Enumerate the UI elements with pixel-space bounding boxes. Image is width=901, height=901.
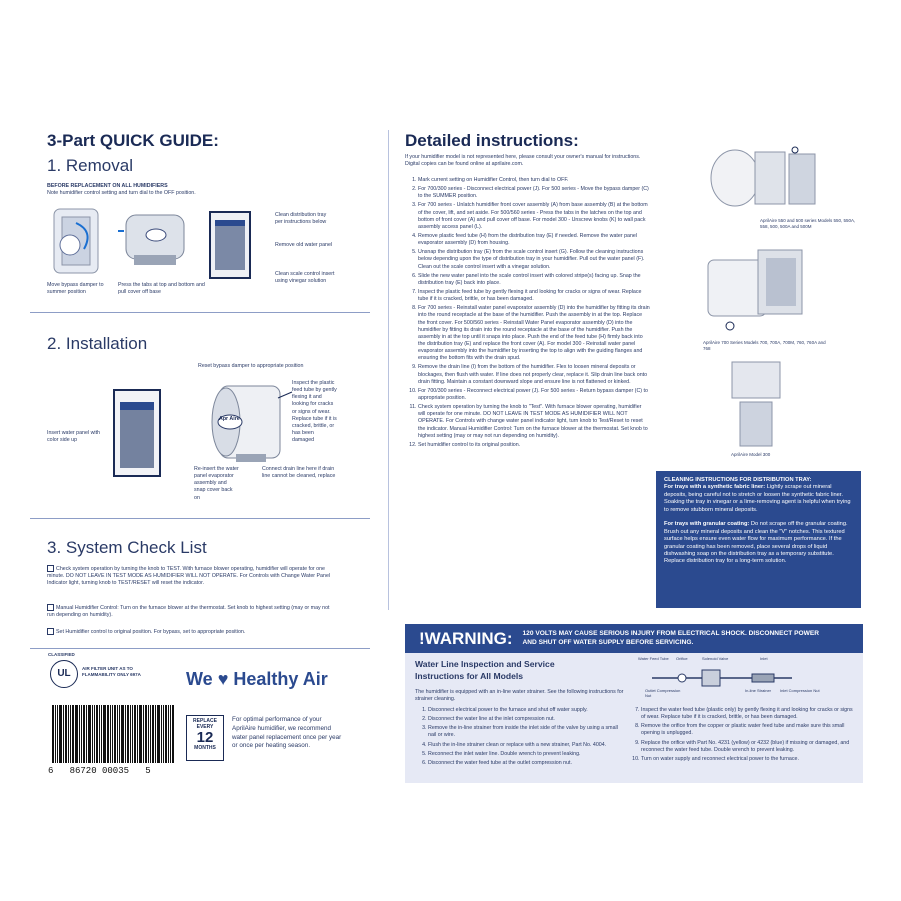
detailed-step: 8. For 700 series - Reinstall water panel evaporator assembly (D) into the humidifier by fitting its drain into the round receptacle at the base of the humidifier. Push the assembly in at the top. Replace the front cover. For 500/560 series - Reinstall Water Panel evaporator assembly (D) into the humidifier by fitting its drain into the round receptacle at the base of the humidifier. Push the assembly in at the top until it snaps into place. Push the end of the feed tube (H) firmly back into the distribution tray (E) and replace the front cover (A). For model 300 - Reinstall water panel evaporator assembly into the humidifier by inserting the top to align with the guiding flanges and ensuring the bottom fits with the drain spud. (418, 305, 650, 362)
brand-we: We (186, 669, 213, 689)
installation-divider (30, 518, 370, 519)
barcode-bar (163, 705, 164, 763)
barcode-bar (130, 705, 131, 763)
caption-drain-line: Connect drain line here if drain line cannot be cleaned, replace (262, 466, 336, 480)
caption-reinsert-panel: Re-insert the water panel evaporator assembly and snap cover back on (194, 466, 239, 501)
barcode-bar (161, 705, 162, 763)
caption-clean-tray: Clean distribution tray per instructions below (275, 212, 327, 226)
diagram-orifice: Orifice (676, 656, 688, 661)
barcode-bar (63, 705, 64, 763)
warning-text: 120 VOLTS MAY CAUSE SERIOUS INJURY FROM ELECTRICAL SHOCK. DISCONNECT POWER AND SHUT OFF WATER SUPPLY BEFORE SERVICING. (522, 630, 819, 646)
detailed-step: 6. Slide the new water panel into the scale control insert with colored stripe(s) facing up. Snap the distribution tray (E) back into place. (418, 273, 650, 287)
warning-bar (405, 624, 863, 653)
detailed-steps (405, 177, 650, 451)
detailed-step: 5. Unsnap the distribution tray (E) from the scale control insert (G). Follow the cleaning instructions below depending upon the type of distribution tray in your humidifier. Pull out the water panel (F). Clean out the scale control insert with a vinegar solution. (418, 249, 650, 270)
detailed-intro: If your humidifier model is not represented here, please consult your owner's manual for instructions. Digital copies can be found online at aprilaire.com. (405, 154, 641, 168)
removal-intro (47, 183, 317, 197)
diagram-inlet: Inlet (760, 656, 768, 661)
synthetic-heading: For trays with a synthetic fabric liner: (664, 484, 766, 491)
barcode-bar (65, 705, 67, 763)
barcode-bar (94, 705, 95, 763)
installation-title: 2. Installation (47, 334, 148, 353)
barcode-bar (168, 705, 169, 763)
water-panel-illustration (206, 208, 254, 282)
barcode-bar (137, 705, 138, 763)
caption-insert-panel: Insert water panel with color side up (47, 430, 100, 444)
barcode-bar (75, 705, 78, 763)
insert-panel-illustration (110, 386, 165, 480)
replace-badge-line-4: MONTHS (194, 745, 216, 751)
system-check-item-1 (47, 565, 337, 587)
removal-intro-text: Note humidifier control setting and turn dial to the OFF position. (47, 190, 196, 197)
water-line-step: 4. Flush the in-line strainer clean or replace with a new strainer, Part No. 4004. (428, 742, 623, 749)
detailed-step: 9. Remove the drain line (I) from the bottom of the humidifier. Flex to loosen mineral deposits or blockages, then flush with water. If line does not properly clear, replace it. Slip drain line back onto drain fitting. Maintain a constant downward slope and ensure line is not flattened or kinked. (418, 364, 650, 385)
unit-logo: Apr Aire (219, 416, 240, 422)
model-500-caption: AprilAire 550 and 500 series Models 550, 550A, 558, 500, 500A and 500M (760, 218, 856, 230)
model-300-caption: AprilAire Model 300 (731, 452, 771, 457)
barcode-bar (119, 705, 120, 763)
barcode-bar (59, 705, 62, 763)
barcode-bar (79, 705, 80, 763)
barcode-bar (143, 705, 144, 763)
ul-text: AIR FILTER UNIT AS TO FLAMMABILITY ONLY 697A (82, 666, 141, 678)
water-line-step: 3. Remove the in-line strainer from inside the inlet side of the valve by using a small nail or wire. (428, 725, 623, 739)
barcode-bar (172, 705, 174, 763)
barcode-bar (107, 705, 109, 763)
barcode-bar (112, 705, 113, 763)
diagram-strainer: In-line Strainer (745, 688, 772, 693)
barcode-bar (101, 705, 102, 763)
water-line-step: 5. Reconnect the inlet water line. Double wrench to prevent leaking. (428, 751, 623, 758)
barcode-bar (150, 705, 151, 763)
quick-guide-title: 3-Part QUICK GUIDE: (47, 131, 219, 150)
diagram-feed-tube: Water Feed Tube (638, 656, 669, 661)
detailed-step: 12. Set humidifier control to its original position. (418, 442, 650, 449)
replace-badge-line-2: EVERY (196, 724, 214, 730)
barcode-bar (110, 705, 111, 763)
system-check-item-1-text: Check system operation by turning the knob to TEST. With furnace blower operating, humidifier will operate for one minute. DO NOT LEAVE IN TEST MODE AS HUMIDIFIER WILL NOT OPERATE. For Controls with Change Water Panel Indicator light, turning knob to TEST/RESET will reset the indicator. (47, 565, 331, 587)
barcode-bar (57, 705, 58, 763)
detailed-step: 10. For 700/300 series - Reconnect electrical power (J). For 500 series - Return bypass damper (C) to appropriate position. (418, 388, 650, 402)
humidifier-unit-illustration (200, 378, 295, 466)
barcode-bar (83, 705, 85, 763)
barcode-bar (148, 705, 149, 763)
water-line-step: 9. Replace the orifice with Part No. 4231 (yellow) or 4232 (blue) if missing or damaged, and reconnect the water feed tube. Double wrench to prevent leaking. (641, 740, 856, 754)
system-check-title: 3. System Check List (47, 538, 207, 557)
barcode-bar (96, 705, 98, 763)
system-check-item-2 (47, 604, 337, 619)
removal-title: 1. Removal (47, 156, 133, 175)
synthetic-text: Lightly scrape out mineral deposits, being careful not to stretch or loosen the synthetic fabric liner. Soaking the tray in vinegar or a lime-removing agent is helpful when trying to remove stubborn mineral deposits. (664, 484, 851, 513)
water-line-title: Water Line Inspection and Service Instructions for All Models (415, 659, 555, 681)
checkbox-icon[interactable] (47, 604, 54, 611)
water-line-step: 7. Inspect the water feed tube (plastic only) by gently flexing it and looking for cracks or signs of wear. Replace tube if it is cracked, brittle, or has been damaged. (641, 707, 856, 721)
column-divider (388, 130, 389, 610)
checkbox-icon[interactable] (47, 628, 54, 635)
barcode-bar (117, 705, 118, 763)
barcode-bar (165, 705, 167, 763)
barcode-bar (170, 705, 171, 763)
diagram-inlet-nut: Inlet Compression Nut (780, 688, 820, 693)
ul-mark: UL (50, 660, 78, 688)
brand-healthy-air: Healthy Air (233, 669, 328, 689)
caption-press-tabs: Press the tabs at top and bottom and pull cover off base (118, 282, 205, 296)
barcode-bar (55, 705, 56, 763)
detailed-step: 2. For 700/300 series - Disconnect electrical power (J). For 500 series - Move the bypass damper (C) to the SUMMER position. (418, 186, 650, 200)
replace-badge-line-1: REPLACE (193, 718, 217, 724)
model-300-illustration (726, 358, 786, 452)
barcode-bar (155, 705, 156, 763)
model-700-caption: AprilAire 700 Series Models 700, 700A, 700M, 760, 760A and 768 (703, 340, 826, 352)
detailed-step: 11. Check system operation by turning the knob to "Test". With furnace blower operating, humidifier will operate for one minute. DO NOT LEAVE IN TEST MODE AS HUMIDIFIER WILL NOT OPERATE. For Controls with change water panel indicator light, turn knob to Test/Reset to reset the indicator. Manual Humidifier Control: Turn on the furnace blower at the thermostat. Set knob to highest setting (may or may not run depending on humidity). (418, 404, 650, 440)
granular-text: Do not scrape off the granular coating. Brush out any mineral deposits and clean the "V" notches. This textured surface helps ensure even water flow for maximum performance. If the granular coating has been removed, place several drops of liquid dishwashing soap on the distribution tray as a temporary substitute. Replace distribution tray for a long-term solution. (664, 521, 848, 565)
system-check-item-2-text: Manual Humidifier Control: Turn on the furnace blower at the thermostat. Set knob to highest setting (may or may not run depending on humidity). (47, 604, 330, 619)
system-check-item-3-text: Set Humidifier control to original position. For bypass, set to appropriate position. (56, 628, 246, 635)
barcode-bar (52, 705, 54, 763)
detailed-step: 3. For 700 series - Unlatch humidifier front cover assembly (A) from base assembly (B) at the bottom of the cover, lift, and set aside. For 500/560 series - Press the tabs in the latches on the top and bottom of front cover (A) and pull cover off base. For model 300 - Unscrew knobs (K) to wall pack assembly access panel (L). (418, 202, 650, 231)
bypass-damper-illustration (48, 205, 108, 277)
system-check-divider (30, 648, 370, 649)
barcode-bar (127, 705, 129, 763)
barcode-bar (72, 705, 74, 763)
water-line-step: 8. Remove the orifice from the copper or plastic water feed tube and make sure this small opening is unplugged. (641, 723, 856, 737)
barcode-bar (92, 705, 93, 763)
cleaning-instructions-box (656, 471, 861, 608)
water-line-step: 1. Disconnect electrical power to the furnace and shut off water supply. (428, 707, 623, 714)
water-line-step: 6. Disconnect the water feed tube at the outlet compression nut. (428, 760, 623, 767)
replace-badge-months: 12 (196, 729, 214, 746)
water-line-step: 10. Turn on water supply and reconnect electrical power to the furnace. (641, 756, 856, 763)
water-line-step: 2. Disconnect the water line at the inlet compression nut. (428, 716, 623, 723)
diagram-solenoid: Solenoid Valve (702, 656, 729, 661)
detailed-title: Detailed instructions: (405, 131, 579, 150)
barcode (52, 705, 175, 763)
barcode-bar (86, 705, 87, 763)
barcode-bar (88, 705, 91, 763)
removal-divider (30, 312, 370, 313)
barcode-bar (103, 705, 106, 763)
barcode-bar (145, 705, 147, 763)
barcode-bar (114, 705, 116, 763)
caption-scale-control: Clean scale control insert using vinegar solution (275, 271, 335, 285)
barcode-bar (99, 705, 100, 763)
press-tabs-illustration (118, 205, 193, 277)
detailed-step: 1. Mark current setting on Humidifier Control, then turn dial to OFF. (418, 177, 650, 184)
caption-inspect-tube: Inspect the plastic feed tube by gently flexing it and looking for cracks or signs of wear. Replace tube if it is cracked, brittle, or has been damaged (292, 380, 337, 444)
detailed-step: 7. Inspect the plastic feed tube by gently flexing it and looking for cracks or signs of wear. Replace tube if it is cracked, brittle, or has been damaged. (418, 289, 650, 303)
heart-icon: ♥ (217, 669, 229, 689)
detailed-step: 4. Remove plastic feed tube (H) from the distribution tray (E) if needed. Remove the water panel evaporator assembly (D) from housing. (418, 233, 650, 247)
barcode-bar (132, 705, 133, 763)
water-line-steps-right (628, 707, 856, 765)
cleaning-title: CLEANING INSTRUCTIONS FOR DISTRIBUTION TRAY: (664, 477, 812, 483)
water-line-steps-left (415, 707, 623, 769)
barcode-bar (152, 705, 154, 763)
barcode-bar (125, 705, 126, 763)
model-700-illustration (700, 240, 820, 336)
caption-reset-damper: Reset bypass damper to appropriate position (198, 363, 304, 369)
barcode-bar (121, 705, 124, 763)
barcode-digits: 6 86720 00035 5 (48, 766, 151, 776)
water-line-intro: The humidifier is equipped with an in-line water strainer. See the following instructions for strainer cleaning. (415, 689, 624, 703)
ul-classified: CLASSIFIED (48, 652, 75, 657)
barcode-bar (81, 705, 82, 763)
granular-heading: For trays with granular coating: (664, 521, 750, 528)
barcode-bar (139, 705, 142, 763)
barcode-bar (134, 705, 136, 763)
replace-badge (186, 715, 224, 761)
system-check-item-3 (47, 628, 337, 636)
barcode-bar (70, 705, 71, 763)
caption-remove-panel: Remove old water panel (275, 242, 333, 248)
checkbox-icon[interactable] (47, 565, 54, 572)
diagram-outlet-nut: Outlet Compression Nut (645, 688, 681, 699)
removal-intro-bold: BEFORE REPLACEMENT ON ALL HUMIDIFIERS (47, 183, 168, 189)
brand-slogan (186, 669, 328, 690)
barcode-bar (157, 705, 160, 763)
model-500-illustration (705, 140, 820, 218)
caption-bypass-damper: Move bypass damper to summer position (47, 282, 104, 296)
replace-text: For optimal performance of your AprilAire humidifier, we recommend water panel replacement once per year or once per heating season. (232, 716, 342, 750)
barcode-bar (68, 705, 69, 763)
warning-label: !WARNING: (419, 628, 513, 648)
